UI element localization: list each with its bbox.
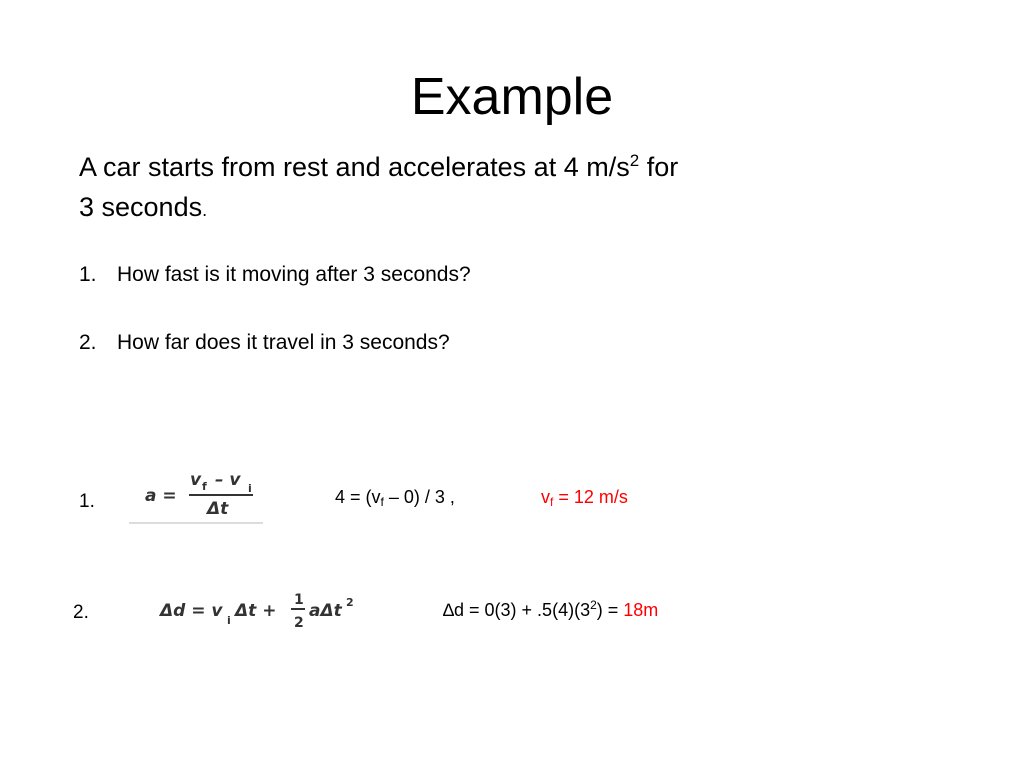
answer-1-work-sub: f [380,495,384,509]
displacement-formula-graphic [158,588,368,636]
question-1 [79,261,471,289]
answer-1-result-value: = 12 m/s [553,487,628,507]
formula-a-denominator: Δt [207,499,229,519]
problem-line-1-end: for [639,152,679,182]
question-2 [79,329,450,357]
formula-d-frac-num: 1 [294,592,304,608]
formula-d-frac-den: 2 [294,615,304,631]
question-1-number: 1. [79,263,97,286]
problem-line-2-text: 3 seconds [79,192,203,222]
formula-a-minus-vi: – v [215,470,241,490]
slide-title: Example [410,68,614,126]
question-2-text: How far does it travel in 3 seconds? [117,331,450,354]
formula-d-sub-i: i [227,614,231,627]
formula-d-mid: Δt + [235,601,277,621]
answer-1-result-v: v [541,487,550,507]
answer-1-work [335,484,455,510]
answer-2-work-sup: 2 [590,598,597,612]
answer-1-number: 1. [79,491,95,512]
answer-1-work-text: 4 = (v [335,487,381,507]
answer-1-result-sub: f [550,495,554,509]
problem-line-2 [79,187,678,230]
formula-a-sub-f: f [202,480,207,493]
answer-2-result: 18m [623,600,659,620]
formula-d-rest: aΔt [309,601,342,621]
question-2-number: 2. [79,331,97,354]
answer-2-work-text-2: ) = [596,600,624,620]
answer-2-work [443,597,658,623]
formula-a-lhs: a = [145,486,177,506]
problem-exponent: 2 [629,151,640,170]
formula-d-sup: 2 [346,596,354,609]
answer-2-work-text: ∆d = 0(3) + .5(4)(3 [443,600,591,620]
problem-line-1 [79,147,678,187]
formula-d-lhs: Δd = v [160,601,223,621]
answer-2-number: 2. [73,602,89,623]
problem-statement [79,147,678,230]
answer-1-result [541,484,628,510]
acceleration-formula-graphic [127,466,265,526]
problem-line-1-text: A car starts from rest and accelerates at 4 m/s [79,152,630,182]
acceleration-formula-image [127,466,265,531]
problem-line-2-period: . [202,200,208,220]
formula-a-vf: v [190,470,202,490]
displacement-formula-image [158,588,368,641]
formula-a-sub-i: i [248,482,252,495]
answer-1-work-text-2: – 0) / 3 , [383,487,455,507]
question-1-text: How fast is it moving after 3 seconds? [117,263,471,286]
